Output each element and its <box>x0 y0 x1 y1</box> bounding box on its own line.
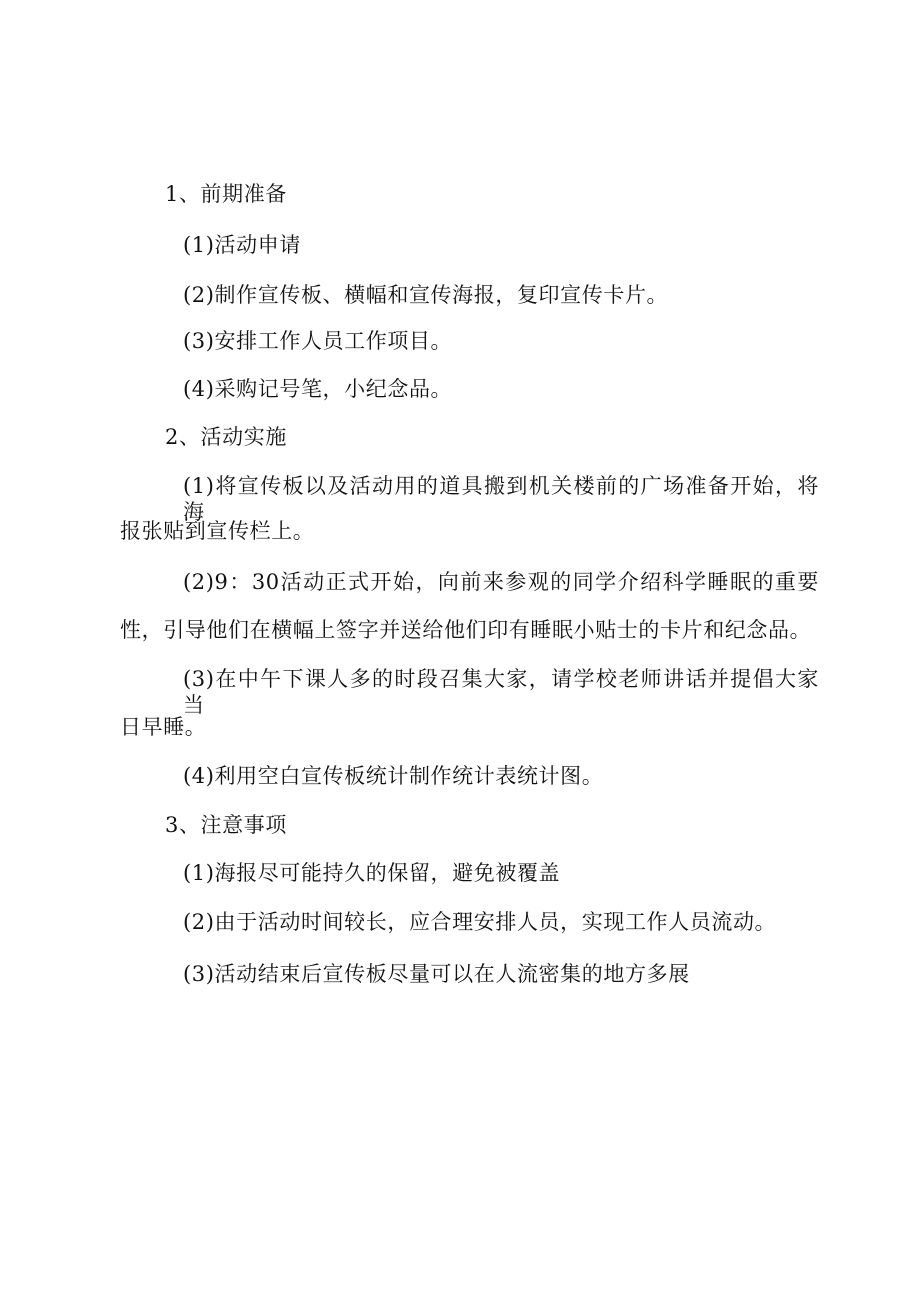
list-item: (3)活动结束后宣传板尽量可以在人流密集的地方多展 <box>183 962 690 986</box>
list-item-line: 报张贴到宣传栏上。 <box>120 519 315 543</box>
list-item-line: (2)9：30活动正式开始，向前来参观的同学介绍科学睡眠的重要 <box>183 570 819 594</box>
list-item: (1)活动申请 <box>183 233 301 257</box>
list-item: (1)海报尽可能持久的保留，避免被覆盖 <box>183 861 561 885</box>
list-item: (2)制作宣传板、横幅和宣传海报，复印宣传卡片。 <box>183 283 669 307</box>
section-heading: 1、前期准备 <box>165 182 287 206</box>
list-item: (2)由于活动时间较长，应合理安排人员，实现工作人员流动。 <box>183 910 777 934</box>
list-item-line: 日早睡。 <box>120 715 207 739</box>
list-item-line: (3)在中午下课人多的时段召集大家，请学校老师讲话并提倡大家当 <box>183 667 819 717</box>
list-item-line: 性，引导他们在横幅上签字并送给他们印有睡眠小贴士的卡片和纪念品。 <box>120 618 812 642</box>
section-heading: 3、注意事项 <box>165 813 287 837</box>
list-item: (3)安排工作人员工作项目。 <box>183 329 453 353</box>
list-item: (4)采购记号笔，小纪念品。 <box>183 377 453 401</box>
section-heading: 2、活动实施 <box>165 425 287 449</box>
list-item-line: (1)将宣传板以及活动用的道具搬到机关楼前的广场准备开始，将海 <box>183 474 819 524</box>
list-item: (4)利用空白宣传板统计制作统计表统计图。 <box>183 764 604 788</box>
